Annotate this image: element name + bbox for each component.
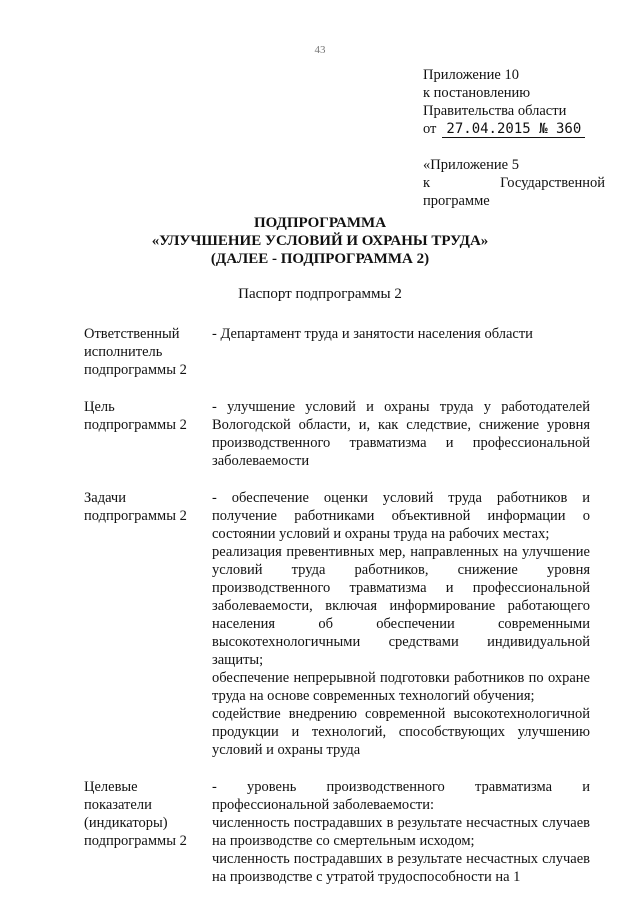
passport-row-indicators <box>84 778 590 886</box>
row-paragraph: - Департамент труда и занятости населения области <box>212 326 533 342</box>
passport-row-executor <box>84 325 590 379</box>
sub-appendix-line-3: программе <box>423 193 490 209</box>
row-label: Целевые показатели (индикаторы) подпрограммы 2 <box>84 779 187 849</box>
row-content <box>212 778 590 886</box>
sub-appendix-line-2b: Государственной <box>500 175 605 191</box>
row-paragraph: реализация превентивных мер, направленных на улучшение условий труда работников, снижение уровня производственного травматизма и профессиональной заболеваемости, включая информирование работающего населения об обеспечении современными высокотехнологичными средствами индивидуальной защиты; <box>212 544 590 668</box>
appendix-line-1: Приложение 10 <box>423 67 519 83</box>
date-and-number: 27.04.2015 № 360 <box>442 122 585 138</box>
row-paragraph: содействие внедрению современной высокотехнологичной продукции и технологий, способствующих улучшению условий и охраны труда <box>212 706 590 758</box>
title-line-1: ПОДПРОГРАММА <box>253 215 387 231</box>
page-number: 43 <box>314 44 326 56</box>
row-label: Цель подпрограммы 2 <box>84 399 187 433</box>
passport-row-goal <box>84 398 590 470</box>
sub-appendix-line-2 <box>423 174 605 192</box>
row-paragraph: - обеспечение оценки условий труда работников и получение работниками объективной информации о состоянии условий и охраны труда на рабочих местах; <box>212 490 590 542</box>
appendix-date-line <box>423 120 605 138</box>
row-paragraph: - улучшение условий и охраны труда у работодателей Вологодской области, и, как следствие, снижение уровня производственного травматизма и профессиональной заболеваемости <box>212 399 590 469</box>
row-label: Ответственный исполнитель подпрограммы 2 <box>84 326 187 378</box>
date-prefix: от <box>423 121 437 137</box>
sub-appendix-line-2a: к <box>423 175 431 191</box>
passport-row-tasks <box>84 489 590 759</box>
row-paragraph: - уровень производственного травматизма и профессиональной заболеваемости: <box>212 779 590 813</box>
row-content <box>212 398 590 470</box>
appendix-block <box>423 66 605 210</box>
row-paragraph: численность пострадавших в результате несчастных случаев на производстве со смертельным исходом; <box>212 815 590 849</box>
title-line-3: (ДАЛЕЕ - ПОДПРОГРАММА 2) <box>210 251 430 267</box>
row-paragraph: обеспечение непрерывной подготовки работников по охране труда на основе современных технологий обучения; <box>212 670 590 704</box>
passport-title: Паспорт подпрограммы 2 <box>238 286 402 302</box>
row-content <box>212 489 590 759</box>
row-content <box>212 325 590 379</box>
row-label: Задачи подпрограммы 2 <box>84 490 187 524</box>
appendix-line-3: Правительства области <box>423 103 567 119</box>
document-title <box>0 214 640 268</box>
row-paragraph: численность пострадавших в результате несчастных случаев на производстве с утратой трудоспособности на 1 <box>212 851 590 885</box>
appendix-line-2: к постановлению <box>423 85 531 101</box>
title-line-2: «УЛУЧШЕНИЕ УСЛОВИЙ И ОХРАНЫ ТРУДА» <box>151 233 489 249</box>
sub-appendix-line-1: «Приложение 5 <box>423 157 519 173</box>
passport-table <box>84 325 590 886</box>
